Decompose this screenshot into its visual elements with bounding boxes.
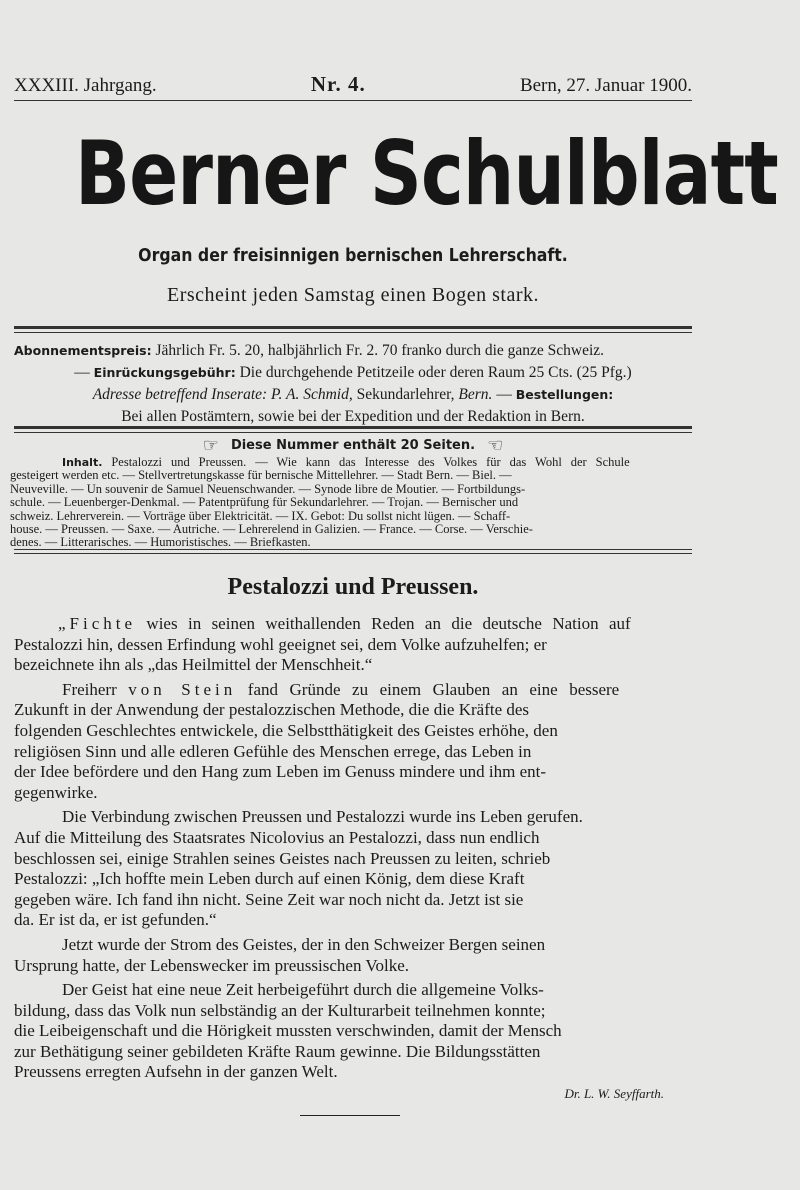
newspaper-subtitle: Organ der freisinnigen bernischen Lehrerschaft. bbox=[138, 246, 568, 266]
contents-line: schweiz. Lehrerverein. — Vorträge über Elektricität. — IX. Gebot: Du sollst nicht lügen. — Schaff- bbox=[10, 508, 511, 523]
info-top-rule-thin bbox=[14, 332, 692, 333]
subscription-info bbox=[14, 340, 692, 428]
article-line: die Leibeigenschaft und die Hörigkeit mussten verschwinden, damit der Mensch bbox=[14, 1021, 562, 1041]
info-dash-2: — bbox=[492, 386, 516, 403]
volume-label: XXXIII. Jahrgang. bbox=[14, 75, 157, 96]
einr-label: Einrückungsgebühr: bbox=[93, 365, 236, 380]
info-line-3 bbox=[14, 384, 692, 406]
notice-text: Diese Nummer enthält 20 Seiten. bbox=[230, 438, 476, 453]
contents-bottom-rule-2 bbox=[14, 553, 692, 554]
contents-label: Inhalt. bbox=[62, 456, 103, 469]
pointing-hand-left-icon: ☜ bbox=[487, 435, 504, 456]
contents-line: house. — Preussen. — Saxe. — Autriche. — Lehrerelend in Galizien. — France. — Corse. — Verschie- bbox=[10, 522, 533, 537]
article-line: zur Bethätigung seiner gebildeten Kräfte Raum gewinne. Die Bildungsstätten bbox=[14, 1041, 541, 1061]
article-line: da. Er ist da, er ist gefunden.“ bbox=[14, 910, 217, 930]
issue-date: Bern, 27. Januar 1900. bbox=[519, 75, 692, 96]
info-bottom-rule bbox=[14, 426, 692, 429]
article-line: Jetzt wurde der Strom des Geistes, der in den Schweizer Bergen seinen bbox=[62, 934, 546, 954]
adresse-text: Sekundarlehrer, bbox=[352, 386, 459, 403]
abo-label: Abonnementspreis: bbox=[14, 343, 152, 358]
article-line: bezeichnete ihn als „das Heilmittel der Menschheit.“ bbox=[14, 655, 373, 675]
contents-line: gesteigert werden etc. — Stellvertretungskasse für bernische Mittellehrer. — Stadt Bern. — Biel. — bbox=[10, 468, 512, 483]
article-line bbox=[14, 680, 692, 701]
pointing-hand-right-icon: ☞ bbox=[202, 435, 219, 456]
adresse-label: Adresse betreffend Inserate: P. A. Schmid, bbox=[92, 386, 353, 403]
article-line: Pestalozzi: „Ich hoffte mein Leben durch auf einen König, dem diese Kraft bbox=[14, 869, 525, 889]
article-line: gegenwirke. bbox=[14, 782, 98, 802]
article-text: Freiherr bbox=[62, 679, 129, 699]
article-line: Die Verbindung zwischen Preussen und Pestalozzi wurde ins Leben gerufen. bbox=[62, 807, 583, 827]
newspaper-title: Berner Schulblatt bbox=[75, 122, 778, 225]
contents-text: Pestalozzi und Preussen. — Wie kann das Interesse des Volkes für das Wohl der Schule bbox=[102, 455, 630, 469]
article-body bbox=[14, 614, 692, 1083]
article-line: gegeben wäre. Ich fand ihn nicht. Seine Zeit war noch nicht da. Jetzt ist sie bbox=[14, 889, 524, 909]
info-bottom-rule-thin bbox=[14, 432, 692, 433]
spaced-name: von Stein bbox=[128, 679, 237, 699]
info-top-rule bbox=[14, 326, 692, 329]
article-end-rule bbox=[300, 1115, 400, 1116]
masthead bbox=[14, 72, 692, 97]
article-line: bildung, dass das Volk nun selbständig an der Kulturarbeit teilnehmen konnte; bbox=[14, 1000, 546, 1020]
article-line: Zukunft in der Anwendung der pestalozzischen Methode, die die Kräfte des bbox=[14, 700, 530, 720]
info-line-1 bbox=[14, 340, 692, 362]
article-heading: Pestalozzi und Preussen. bbox=[227, 574, 479, 600]
article-text: fand Gründe zu einem Glauben an eine bessere bbox=[236, 679, 620, 699]
contents-line: denes. — Litterarisches. — Humoristisches. — Briefkasten. bbox=[10, 535, 311, 550]
table-of-contents bbox=[10, 456, 694, 550]
contents-bottom-rule bbox=[14, 549, 692, 550]
spaced-name: „Fichte bbox=[58, 614, 137, 633]
contents-line bbox=[10, 456, 694, 469]
article-line: der Idee befördere und den Hang zum Leben im Genuss mindere und ihm ent- bbox=[14, 762, 547, 782]
article-line bbox=[14, 614, 692, 635]
article-line: Preussens erregten Aufsehn in der ganzen Welt. bbox=[14, 1062, 338, 1082]
info-line-2 bbox=[14, 362, 692, 384]
article-line: Auf die Mitteilung des Staatsrates Nicolovius an Pestalozzi, dass nun endlich bbox=[14, 827, 540, 847]
article-line: folgenden Geschlechtes entwickele, die Selbstthätigkeit des Geistes erhöhe, den bbox=[14, 720, 558, 740]
article-line: Der Geist hat eine neue Zeit herbeigeführt durch die allgemeine Volks- bbox=[62, 980, 544, 1000]
einr-text: Die durchgehende Petitzeile oder deren Raum 25 Cts. (25 Pfg.) bbox=[235, 364, 632, 381]
article-line: beschlossen sei, einige Strahlen seines Geistes nach Preussen zu leiten, schrieb bbox=[14, 848, 551, 868]
bern-label: Bern. bbox=[458, 386, 493, 403]
contents-line: Neuveville. — Un souvenir de Samuel Neuenschwander. — Synode libre de Moutier. — Fortbildungs- bbox=[10, 481, 526, 496]
info-dash: — bbox=[74, 364, 94, 381]
article-line: religiösen Sinn und alle edleren Gefühle des Menschen errege, das Leben in bbox=[14, 741, 532, 761]
article-text: wies in seinen weithallenden Reden an die deutsche Nation auf bbox=[136, 614, 631, 633]
article-line: Ursprung hatte, der Lebenswecker im preussischen Volke. bbox=[14, 955, 409, 975]
page-count-notice bbox=[14, 435, 692, 456]
contents-line: schule. — Leuenberger-Denkmal. — Patentprüfung für Sekundarlehrer. — Trojan. — Bernischer und bbox=[10, 495, 519, 510]
masthead-rule bbox=[14, 100, 692, 101]
article-author: Dr. L. W. Seyffarth. bbox=[564, 1086, 664, 1101]
issue-number: Nr. 4. bbox=[310, 72, 366, 96]
bestellungen-label: Bestellungen: bbox=[515, 387, 614, 402]
info-line-4: Bei allen Postämtern, sowie bei der Expedition und der Redaktion in Bern. bbox=[121, 408, 585, 425]
article-line: Pestalozzi hin, dessen Erfindung wohl geeignet sei, dem Volke aufzuhelfen; er bbox=[14, 634, 547, 654]
abo-text: Jährlich Fr. 5. 20, halbjährlich Fr. 2. 70 franko durch die ganze Schweiz. bbox=[151, 342, 605, 359]
publication-frequency: Erscheint jeden Samstag einen Bogen stark. bbox=[166, 284, 539, 306]
